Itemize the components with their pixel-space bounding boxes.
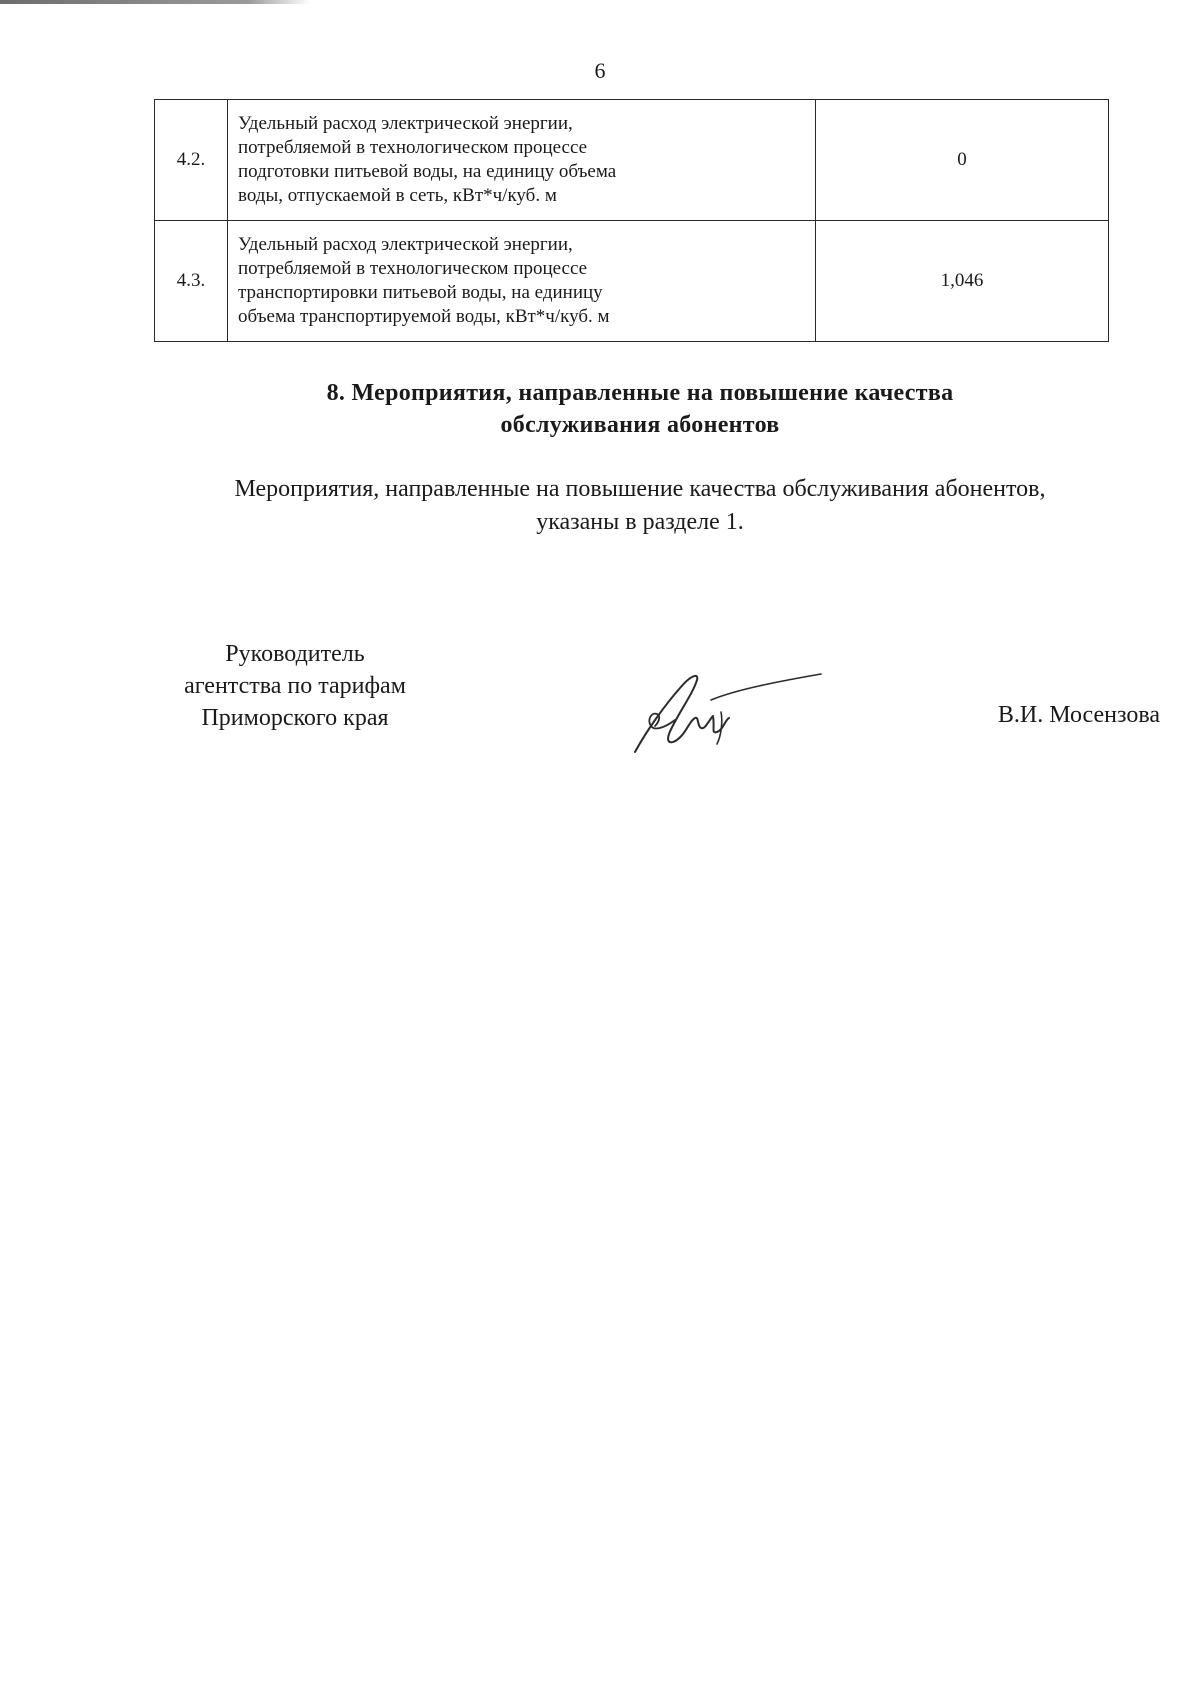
body-line: указаны в разделе 1.	[536, 509, 744, 535]
scan-edge-mark	[0, 0, 310, 4]
body-line: Мероприятия, направленные на повышение качества обслуживания абонентов,	[234, 476, 1046, 502]
description-line: воды, отпускаемой в сеть, кВт*ч/куб. м	[238, 185, 557, 206]
row-value: 1,046	[816, 221, 1109, 342]
description-line: потребляемой в технологическом процессе	[238, 258, 588, 279]
description-line: Удельный расход электрической энергии,	[238, 234, 573, 255]
row-description	[228, 221, 816, 342]
row-description	[228, 100, 816, 221]
row-number: 4.2.	[155, 100, 228, 221]
description-line: объема транспортируемой воды, кВт*ч/куб. м	[238, 306, 610, 327]
table-row	[155, 100, 1109, 221]
heading-line: обслуживания абонентов	[500, 412, 780, 438]
heading-line: 8. Мероприятия, направленные на повышение качества	[326, 380, 954, 406]
description-line: подготовки питьевой воды, на единицу объема	[238, 161, 617, 182]
signer-title-line: Руководитель	[225, 641, 365, 667]
description-line: потребляемой в технологическом процессе	[238, 137, 588, 158]
description-line: Удельный расход электрической энергии,	[238, 113, 573, 134]
signer-title	[140, 638, 450, 734]
section-body	[140, 473, 1140, 539]
row-number: 4.3.	[155, 221, 228, 342]
handwritten-signature	[625, 660, 825, 760]
table-row	[155, 221, 1109, 342]
signer-title-line: Приморского края	[201, 705, 389, 731]
section-heading	[200, 377, 1080, 441]
indicators-table	[154, 99, 1109, 342]
description-line: транспортировки питьевой воды, на единицу	[238, 282, 603, 303]
row-value: 0	[816, 100, 1109, 221]
page-number: 6	[594, 58, 606, 83]
signer-title-line: агентства по тарифам	[184, 673, 406, 699]
signer-name: В.И. Мосензова	[997, 702, 1160, 728]
